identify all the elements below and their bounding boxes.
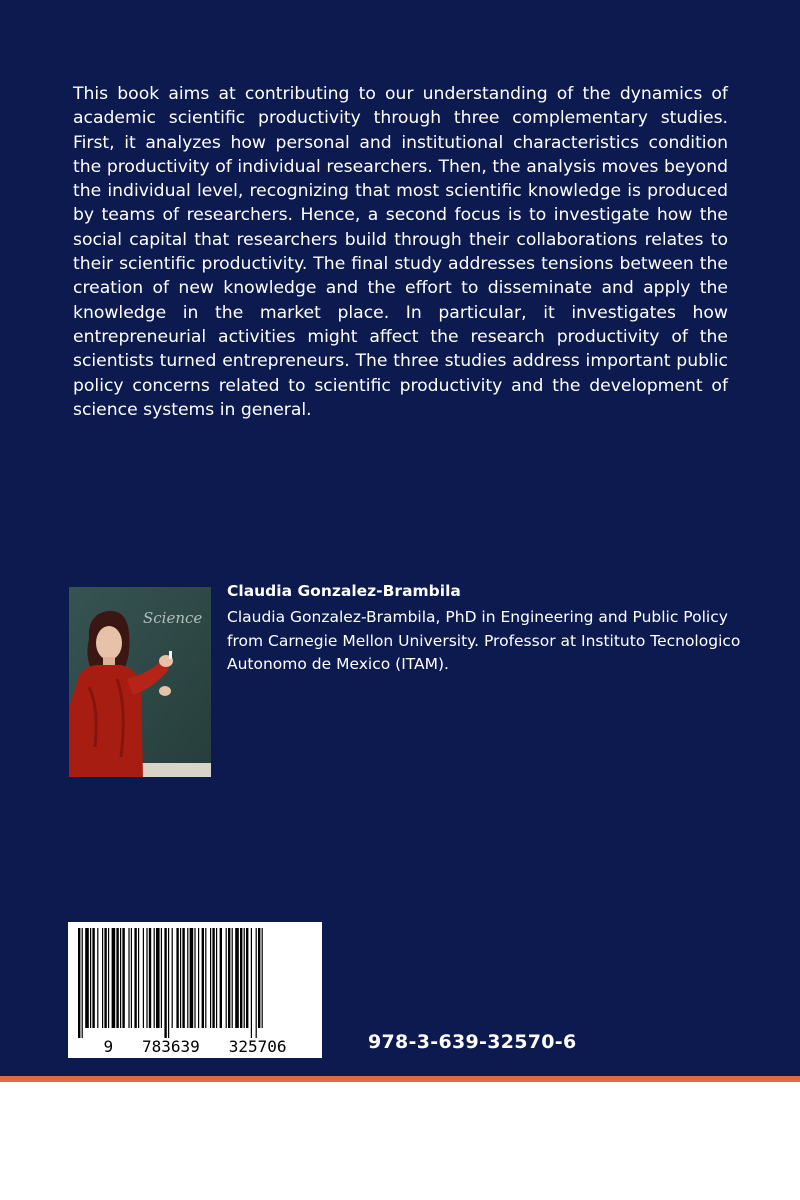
barcode-bar <box>108 928 109 1028</box>
barcode-bar <box>97 928 98 1028</box>
barcode-bar <box>102 928 103 1028</box>
barcode-bar <box>194 928 195 1028</box>
barcode-bar <box>202 928 204 1028</box>
barcode-bar <box>134 928 136 1028</box>
barcode-bar <box>146 928 147 1028</box>
author-photo-illustration <box>69 587 211 777</box>
barcode-bar <box>116 928 118 1028</box>
author-photo <box>69 587 211 777</box>
barcode-bar <box>131 928 132 1028</box>
barcode-bar <box>246 928 248 1028</box>
barcode-bar <box>92 928 94 1028</box>
barcode-bar <box>154 928 155 1028</box>
barcode-bar <box>104 928 106 1028</box>
barcode-bar <box>232 928 233 1028</box>
isbn-number: 978-3-639-32570-6 <box>368 1031 577 1053</box>
barcode-bar <box>138 928 139 1028</box>
barcode-bar <box>198 928 199 1028</box>
barcode-bar <box>112 928 116 1028</box>
book-description: This book aims at contributing to our understanding of the dynamics of academic scientific productivity through three complementary studies. First, it analyzes how personal and institutional characteristics condition the productivity of individual researchers. Then, the analysis moves beyond the individual level, recognizing that most scientific knowledge is produced by teams of researchers. Hence, a second focus is to investigate how the social capital that researchers build through their collaborations relates to their scientific productivity. The final study addresses tensions between the creation of new knowledge and the effort to disseminate and apply the knowledge in the market place. In particular, it investigates how entrepreneurial activities might affect the research productivity of the scientists turned entrepreneurs. The three studies address important public policy concerns related to scientific productivity and the development of science systems in general. <box>73 84 728 420</box>
barcode-bar <box>220 928 222 1028</box>
barcode-bar <box>262 928 263 1028</box>
isbn-barcode <box>68 922 322 1058</box>
barcode-bar <box>244 928 245 1028</box>
bottom-stripe <box>0 1076 800 1082</box>
barcode-bar <box>161 928 162 1028</box>
barcode-bar <box>176 928 178 1028</box>
barcode-bar <box>226 928 227 1028</box>
barcode-bar <box>128 928 129 1028</box>
barcode-bar <box>210 928 211 1028</box>
barcode-bar <box>187 928 188 1028</box>
barcode-bar <box>168 928 169 1038</box>
barcode-digits: 9 783639 325706 <box>103 1037 287 1056</box>
barcode-graphic <box>68 922 322 1058</box>
barcode-bar <box>90 928 91 1028</box>
barcode-bar <box>258 928 260 1028</box>
barcode-bar <box>82 928 83 1038</box>
barcode-bar <box>149 928 151 1028</box>
barcode-bar <box>120 928 121 1028</box>
chalkboard-text: Science <box>143 609 203 627</box>
barcode-bar <box>156 928 160 1028</box>
barcode-bar <box>212 928 214 1028</box>
barcode-bars <box>78 928 263 1038</box>
barcode-bar <box>122 928 124 1028</box>
barcode-bar <box>182 928 184 1028</box>
barcode-bar <box>85 928 89 1028</box>
barcode-bar <box>205 928 206 1028</box>
barcode-bar <box>251 928 252 1038</box>
barcode-bar <box>228 928 230 1028</box>
barcode-bar <box>164 928 166 1038</box>
barcode-bar <box>78 928 80 1038</box>
barcode-bar <box>190 928 194 1028</box>
barcode-bar <box>216 928 217 1028</box>
barcode-bar <box>256 928 257 1038</box>
barcode-bar <box>143 928 144 1028</box>
barcode-bar <box>235 928 239 1028</box>
barcode-bar <box>240 928 242 1028</box>
author-bio: Claudia Gonzalez-Brambila, PhD in Engineering and Public Policy from Carnegie Mellon University. Professor at Instituto Tecnologico Autonomo de Mexico (ITAM). <box>227 608 741 673</box>
barcode-bar <box>172 928 173 1028</box>
author-name: Claudia Gonzalez-Brambila <box>227 582 461 600</box>
barcode-bar <box>180 928 181 1028</box>
